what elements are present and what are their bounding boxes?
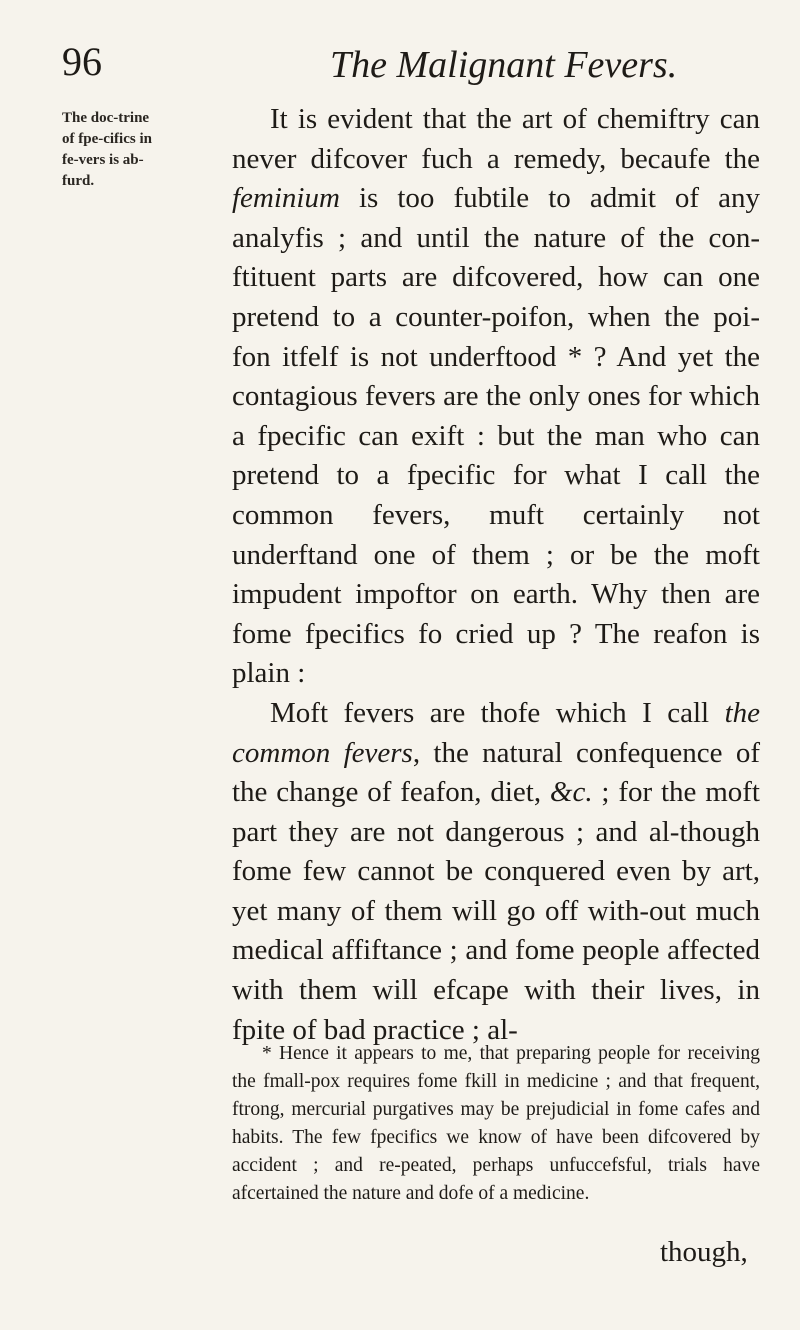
paragraph-2-italic-1: the common fevers [232,696,760,769]
paragraph-1 [232,100,760,694]
paragraph-1-text-b: is too fubtile to admit of any analyfis ; and until the nature of the con-ftituent parts are difcovered, how can one pretend to a counter-poifon, when the poi-fon itfelf is not underftood * ? And yet the contagious fevers are the only ones for which a fpecific can exift : but the man who can pretend to a fpecific for what I call the common fevers, muft certainly not underftand one of them ; or be the moft impudent impoftor on earth. Why then are fome fpecifics fo cried up ? The reafon is plain : [232,182,760,690]
paragraph-2-text-b: , the natural confequence of the change of feafon, diet, [232,736,760,809]
body-text [232,100,760,1050]
paragraph-1-text-a: It is evident that the art of chemiftry can never difcover fuch a remedy, becaufe the [232,103,760,175]
paragraph-2 [232,694,760,1050]
page-number: 96 [62,39,102,84]
paragraph-2-text-c: ; for the moft part they are not dangerous ; and al-though fome few cannot be conquered even by art, yet many of them will go off with-out much medical affiftance ; and fome people affected with them will efcape with their lives, in fpite of bad practice ; al- [232,776,760,1046]
paragraph-1-italic: feminium [232,182,340,215]
paragraph-2-text-a: Moft fevers are thofe which I call [270,696,725,729]
margin-note: The doc-trine of fpe-cifics in fe-vers is ab-furd. [62,110,152,189]
running-title: The Malignant Fevers. [330,44,678,86]
catchword: though, [660,1236,748,1268]
paragraph-2-italic-2: &c. [549,776,593,809]
footnote: * Hence it appears to me, that preparing people for receiving the fmall-pox requires fome fkill in medicine ; and that frequent, ftrong, mercurial purgatives may be prejudicial in fome cafes and habits. The few fpecifics we know of have been difcovered by accident ; and re-peated, perhaps unfuccefsful, trials have afcertained the nature and dofe of a medicine. [232,1043,760,1204]
